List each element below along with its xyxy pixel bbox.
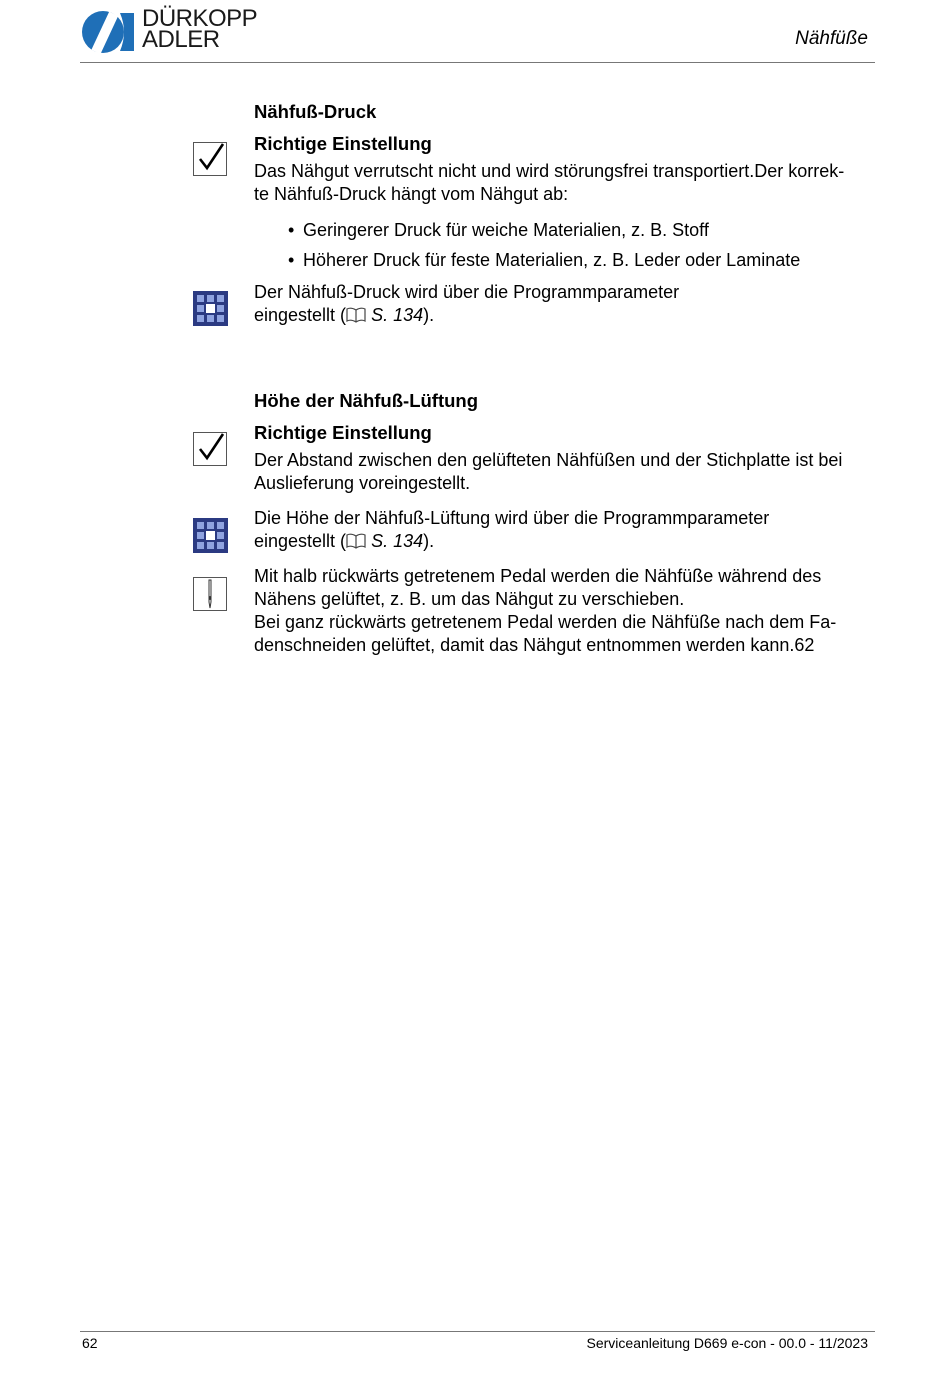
section2-subheading: Richtige Einstellung	[254, 422, 432, 443]
param-suffix: ).	[423, 531, 435, 551]
header-divider	[80, 62, 875, 63]
section2-param-line1: Die Höhe der Nähfuß-Lüftung wird über die Programmparameter	[254, 508, 770, 528]
note-line2: Nähens gelüftet, z. B. um das Nähgut zu verschieben.	[254, 589, 685, 609]
logo-text	[142, 5, 258, 53]
pressure-list	[254, 219, 874, 272]
note-line3: Bei ganz rückwärts getretenem Pedal werden die Nähfüße nach dem Fa-	[254, 612, 837, 632]
section-naehfuss-lueftung	[254, 389, 874, 657]
section2-text	[254, 449, 874, 495]
logo-mark-icon	[80, 9, 138, 55]
note-line4: denschneiden gelüftet, damit das Nähgut entnommen werden kann.62	[254, 635, 815, 655]
book-icon	[346, 307, 366, 323]
section1-subheading: Richtige Einstellung	[254, 133, 432, 154]
document-reference: Serviceanleitung D669 e-con - 00.0 - 11/2023	[586, 1335, 868, 1351]
section2-text-line2: Auslieferung voreingestellt.	[254, 473, 471, 493]
section-naehfuss-druck	[254, 100, 874, 327]
note-line1: Mit halb rückwärts getretenem Pedal werden die Nähfüße während des	[254, 566, 822, 586]
list-item: • Höherer Druck für feste Materialien, z. B. Leder oder Laminate	[254, 249, 874, 272]
section1-text-line1: Das Nähgut verrutscht nicht und wird störungsfrei transportiert.Der korrek-	[254, 161, 845, 181]
section1-text	[254, 160, 874, 206]
parameter-icon	[193, 518, 228, 553]
section1-heading: Nähfuß-Druck	[254, 101, 377, 122]
page-number: 62	[82, 1335, 98, 1351]
needle-icon	[193, 577, 227, 611]
check-icon	[193, 142, 227, 176]
page-reference-link[interactable]: S. 134	[371, 305, 424, 325]
company-logo	[80, 5, 270, 56]
section2-heading: Höhe der Nähfuß-Lüftung	[254, 390, 479, 411]
page-reference-link[interactable]: S. 134	[371, 531, 424, 551]
param-suffix: ).	[423, 305, 435, 325]
section2-param-text	[254, 507, 874, 553]
section-title: Nähfüße	[795, 28, 868, 49]
param-prefix: eingestellt (	[254, 531, 347, 551]
footer-divider	[80, 1331, 875, 1332]
section2-note	[254, 565, 874, 657]
logo-line1: DÜRKOPP	[142, 5, 258, 32]
list-item: • Geringerer Druck für weiche Materialien, z. B. Stoff	[254, 219, 874, 242]
param-prefix: eingestellt (	[254, 305, 347, 325]
parameter-icon	[193, 291, 228, 326]
section2-text-line1: Der Abstand zwischen den gelüfteten Nähfüßen und der Stichplatte ist bei	[254, 450, 843, 470]
section1-param-line1: Der Nähfuß-Druck wird über die Programmparameter	[254, 282, 680, 302]
section1-param-text	[254, 281, 874, 327]
logo-line2: ADLER	[142, 26, 220, 53]
section1-text-line2: te Nähfuß-Druck hängt vom Nähgut ab:	[254, 184, 569, 204]
book-icon	[346, 533, 366, 549]
check-icon	[193, 432, 227, 466]
